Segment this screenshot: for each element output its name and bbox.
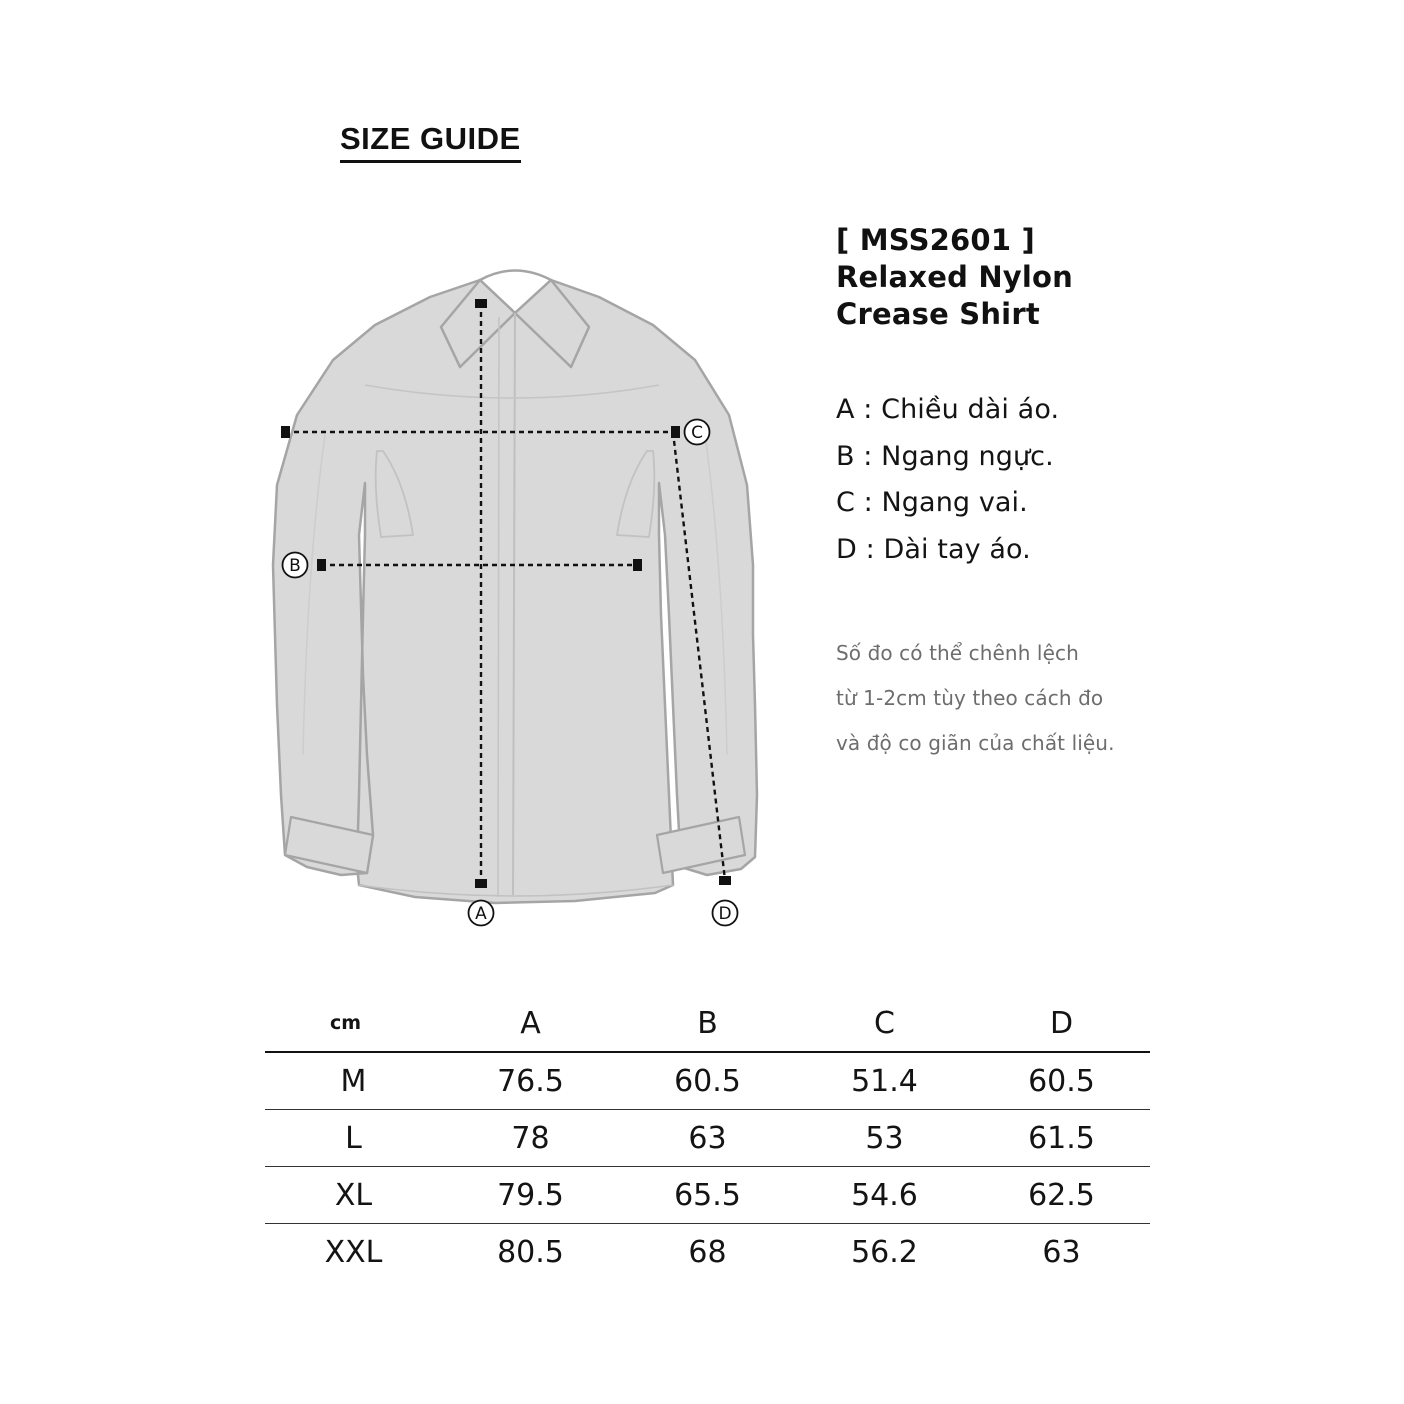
cell-d: 62.5 (973, 1167, 1150, 1224)
product-info-panel (836, 222, 1316, 766)
cell-a: 76.5 (442, 1052, 619, 1110)
cell-a: 79.5 (442, 1167, 619, 1224)
table-col-d: D (973, 995, 1150, 1052)
cell-d: 60.5 (973, 1052, 1150, 1110)
legend-item-c: C : Ngang vai. (836, 487, 1028, 519)
cell-b: 63 (619, 1110, 796, 1167)
legend-item-d: D : Dài tay áo. (836, 533, 1031, 565)
cell-c: 53 (796, 1110, 973, 1167)
cell-a: 80.5 (497, 1234, 564, 1270)
cell-d: 61.5 (973, 1110, 1150, 1167)
table-row (265, 1052, 1150, 1110)
legend-item-a: A : Chiều dài áo. (836, 394, 1060, 426)
table-unit-label: cm (265, 995, 442, 1052)
table-col-c: C (796, 995, 973, 1052)
product-code: [ MSS2601 ] (836, 223, 1035, 257)
table-row (265, 1167, 1150, 1224)
cell-a: 78 (442, 1110, 619, 1167)
legend-item-b: B : Ngang ngực. (836, 440, 1054, 472)
marker-a (469, 901, 494, 926)
table-col-b: B (619, 995, 796, 1052)
marker-d (713, 901, 738, 926)
row-size-label: XL (265, 1167, 442, 1224)
row-size-label: L (265, 1110, 442, 1167)
svg-text:A: A (475, 904, 487, 924)
size-table-container (265, 995, 1150, 1280)
cell-c: 56.2 (851, 1234, 918, 1270)
cell-c: 54.6 (796, 1167, 973, 1224)
row-size-label: M (265, 1052, 442, 1110)
cell-c: 51.4 (796, 1052, 973, 1110)
garment-diagram (255, 235, 775, 935)
size-table (265, 995, 1150, 1280)
table-header-row (265, 995, 1150, 1052)
shirt-body-shape (273, 271, 757, 904)
cell-d: 63 (1042, 1234, 1081, 1270)
svg-text:C: C (691, 423, 703, 443)
measurement-note (836, 631, 1316, 766)
row-size-label: XXL (324, 1234, 383, 1270)
table-row (265, 1110, 1150, 1167)
svg-text:D: D (718, 904, 732, 924)
product-name-line1: Relaxed Nylon (836, 260, 1074, 295)
measurement-legend (836, 387, 1316, 573)
svg-text:B: B (289, 556, 301, 576)
marker-b (283, 553, 308, 578)
note-line-1: Số đo có thể chênh lệch (836, 641, 1079, 666)
note-line-2: từ 1-2cm tùy theo cách đo (836, 686, 1104, 711)
cell-b: 68 (688, 1234, 727, 1270)
marker-c (685, 420, 710, 445)
note-line-3: và độ co giãn của chất liệu. (836, 731, 1115, 756)
cell-b: 60.5 (619, 1052, 796, 1110)
table-col-a: A (442, 995, 619, 1052)
product-name-line2: Crease Shirt (836, 297, 1040, 332)
cell-b: 65.5 (619, 1167, 796, 1224)
page-title: SIZE GUIDE (340, 122, 521, 163)
table-row (265, 1224, 1150, 1281)
